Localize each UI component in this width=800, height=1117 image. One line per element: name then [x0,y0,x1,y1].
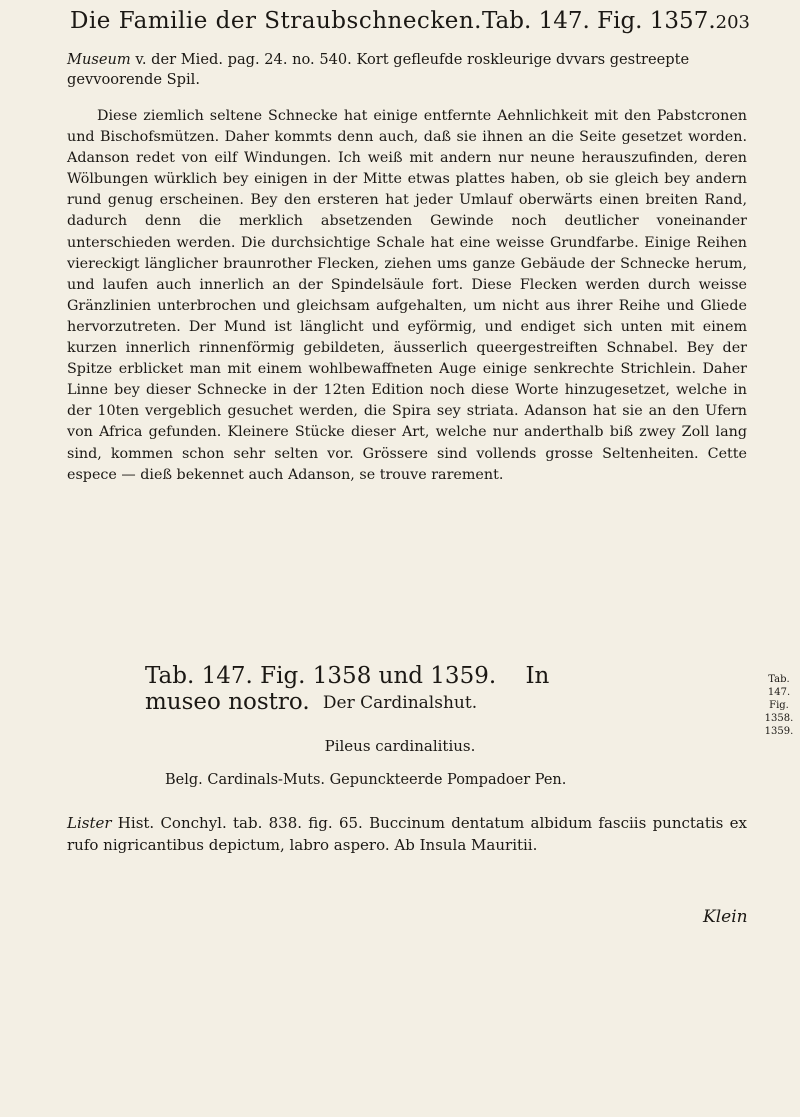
page-number: 203 [715,12,750,33]
belgian-name: Belg. Cardinals-Muts. Gepunckteerde Pompadoer Pen. [165,772,567,788]
source-name: Museum [67,51,131,68]
entry-title: Tab. 147. Fig. 1358 und 1359. [145,663,497,689]
margin-note-fig: Fig. 1358. [764,700,794,724]
body-paragraph: Diese ziemlich seltene Schnecke hat einige entfernte Aehnlichkeit mit den Pabstcronen und Bischofsmützen. Daher kommts denn auch, daß sie ihnen an die Seite gesetzet worden. Adanson redet von eilf Windungen. Ich weiß mit andern nur neune herauszufinden, deren Wölbungen würklich bey einigen in der Mitte etwas plattes haben, ob sie gleich bey andern rund genug erscheinen. Bey den ersteren hat jeder Umlauf oberwärts einen breiten Rand, dadurch denn die merklich absetzenden Gewinde noch deutlicher voneinander unterschieden werden. Die durchsichtige Schale hat eine weisse Grundfarbe. Einige Reihen viereckigt länglicher braunrother Flecken, ziehen ums ganze Gebäude der Schnecke herum, und laufen auch innerlich an der Spindelsäule fort. Diese Flecken werden durch weisse Gränzlinien unterbrochen und gleichsam aufgehalten, um nicht aus ihrer Reihe und Gliede hervorzutreten. Der Mund ist länglicht und eyförmig, und endiget sich unten mit einem kurzen innerlich rinnenförmig gebildeten, äusserlich queergestreiften Schnabel. Bey der Spitze erblicket man mit einem wohlbewaffneten Auge einige senkrechte Strichlein. Daher Linne bey dieser Schnecke in der 12ten Edition noch diese Worte hinzugesetzet, welche in der 10ten vergeblich gesuchet werden, die Spira sey striata. Adanson hat sie an den Ufern von Africa gefunden. Kleinere Stücke dieser Art, welche nur anderthalb biß zwey Zoll lang sind, kommen schon sehr selten vor. Grössere sind vollends grosse Seltenheiten. Cette espece — dieß bekennet auch Adanson, se trouve rarement. [67,108,747,483]
page-header [70,8,750,48]
entry-museum: In museo nostro. [145,663,550,715]
source-citation [67,50,747,90]
catchword: Klein [703,907,748,927]
german-name: Der Cardinalshut. [322,693,478,713]
running-title: Die Familie der Straubschnecken. [70,8,482,34]
margin-note-tab: Tab. 147. [767,674,791,698]
margin-note-num: 1359. [764,726,794,737]
lister-citation [67,812,747,856]
source-details: v. der Mied. pag. 24. no. 540. Kort gefleufde roskleurige dvvars gestreepte gevvoorende Spil. [67,51,690,88]
lister-text: Hist. Conchyl. tab. 838. fig. 65. Buccinum dentatum albidum fasciis punctatis ex rufo nigricantibus depictum, labro aspero. Ab Insula Mauritii. [67,814,747,854]
plate-reference: Tab. 147. Fig. 1357. [482,8,716,34]
latin-name: Pileus cardinalitius. [324,737,476,755]
lister-author: Lister [67,814,112,832]
margin-note [758,673,800,738]
